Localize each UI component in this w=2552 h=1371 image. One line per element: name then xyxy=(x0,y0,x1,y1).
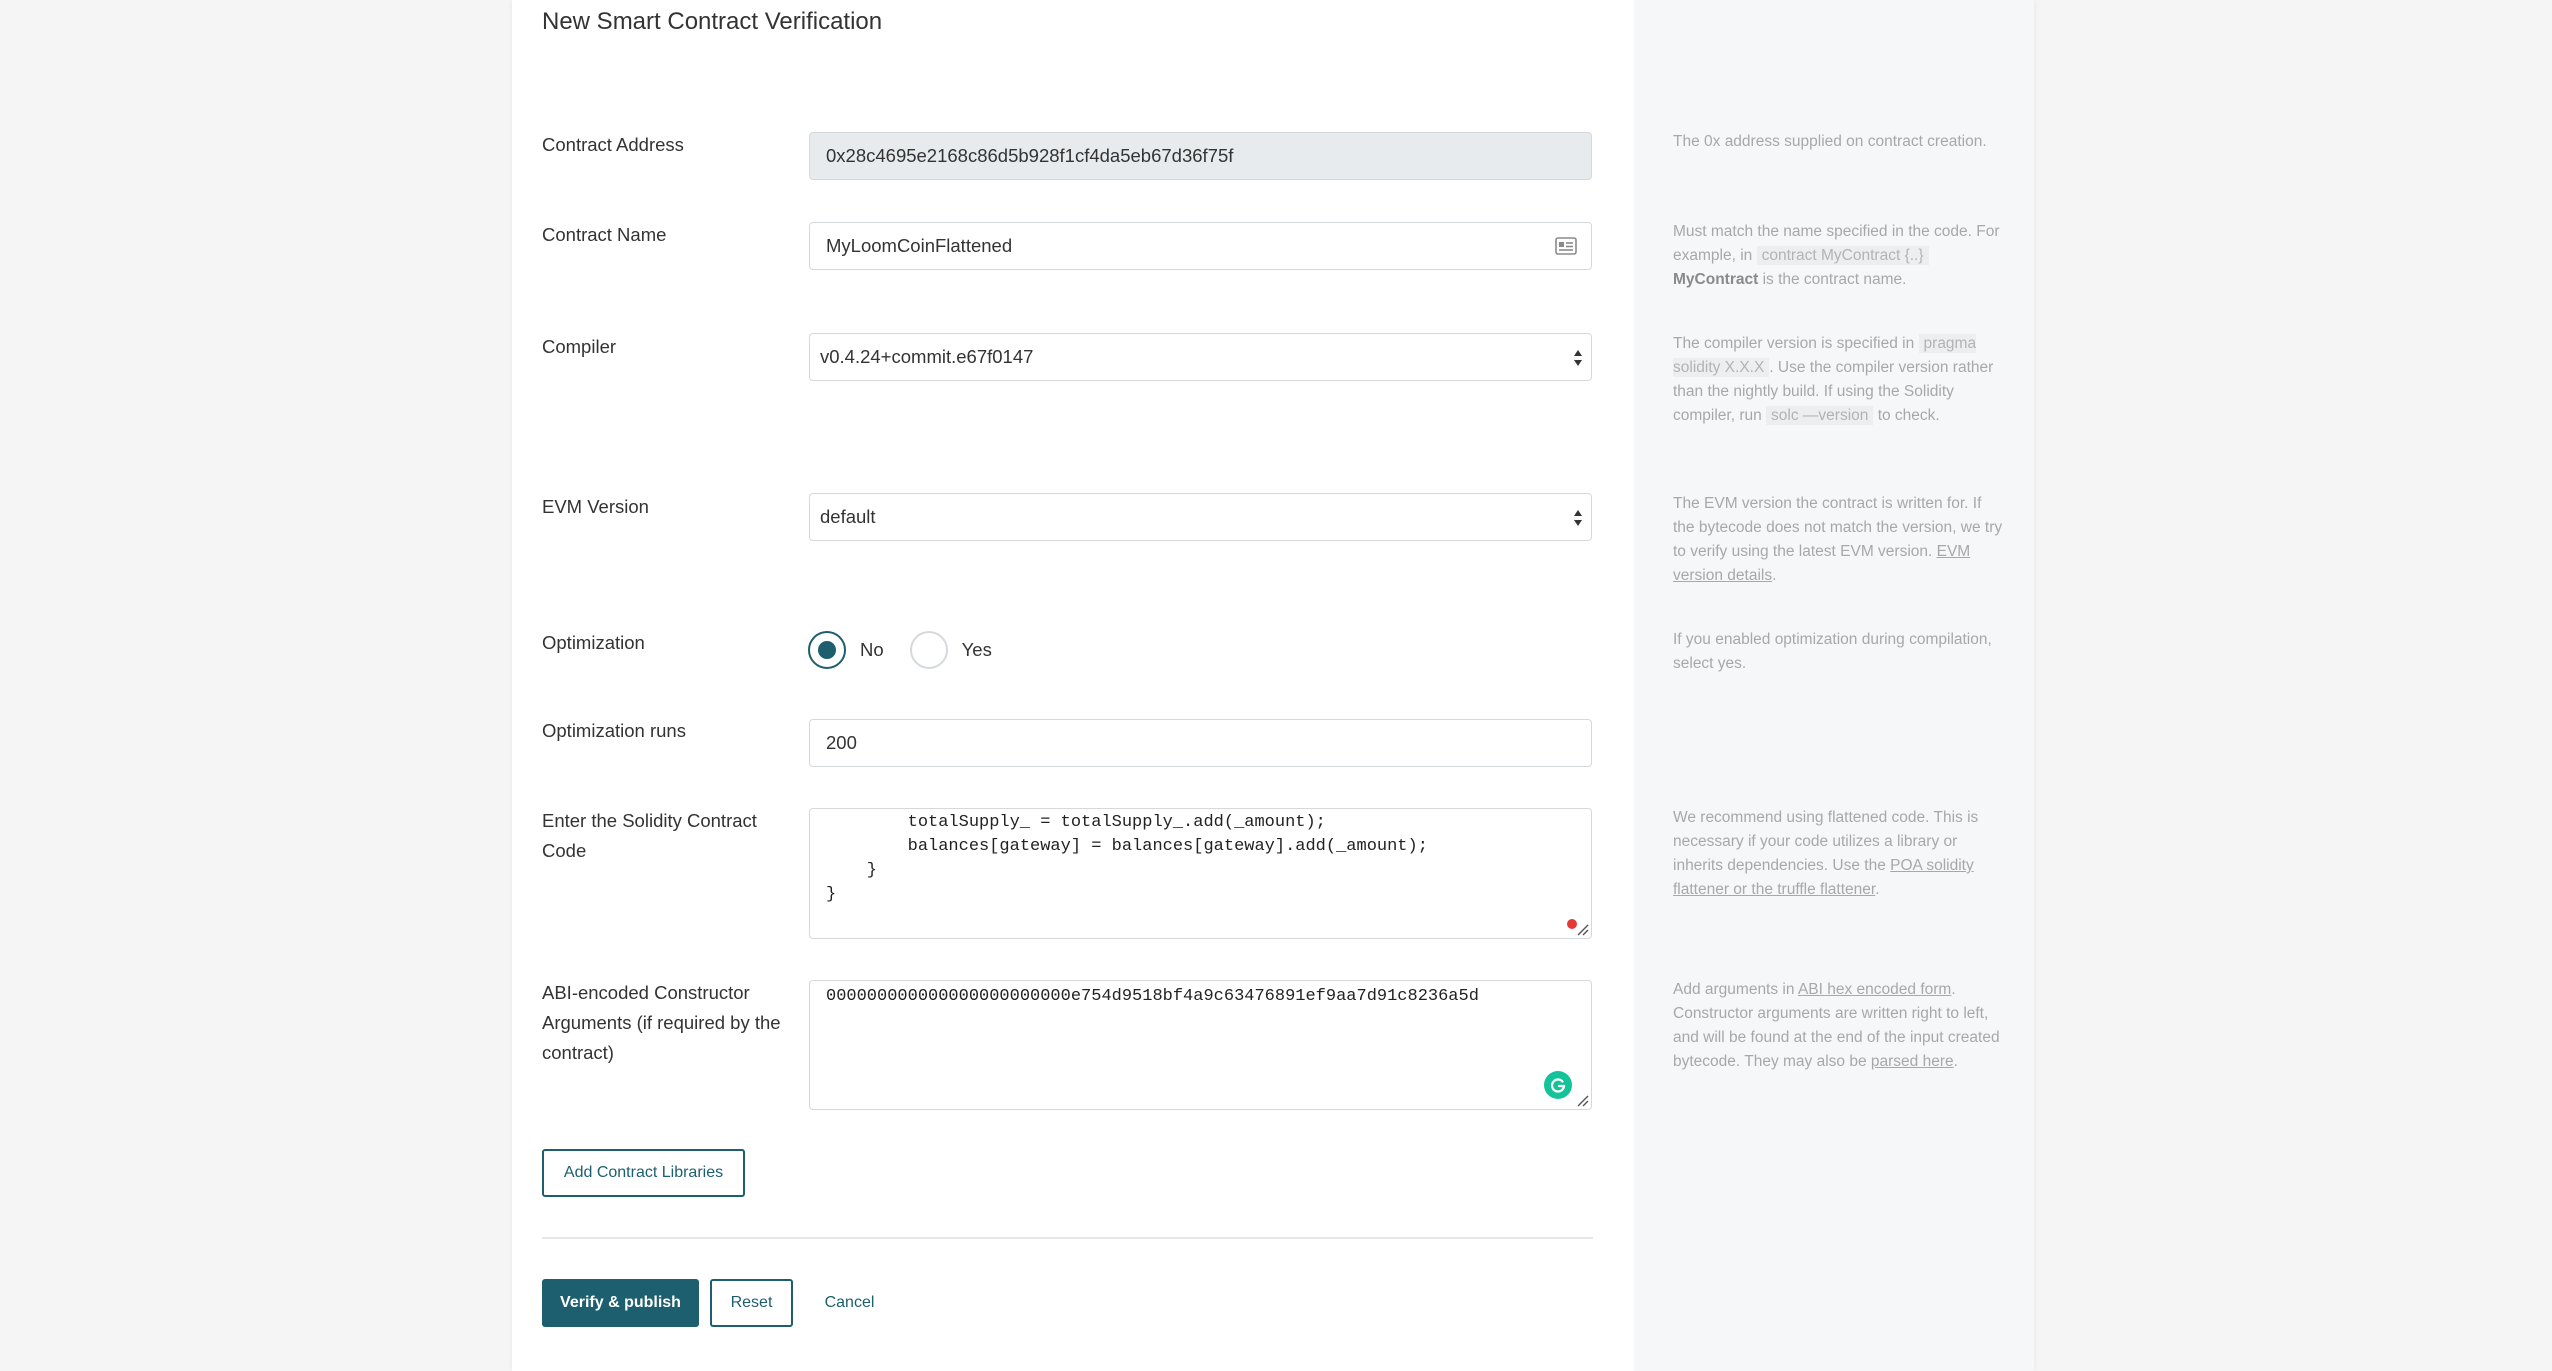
compiler-help-code-2: solc —version xyxy=(1766,406,1873,425)
evm-version-help xyxy=(1673,492,2003,588)
optimization-no-label[interactable]: No xyxy=(860,639,884,660)
optimization-label: Optimization xyxy=(542,632,645,653)
contract-name-input[interactable] xyxy=(809,222,1592,270)
evm-version-help-tail: . xyxy=(1772,567,1777,584)
optimization-yes-radio[interactable] xyxy=(910,631,948,669)
select-arrows-icon xyxy=(1573,348,1583,368)
optimization-yes-label[interactable]: Yes xyxy=(961,639,992,660)
contract-name-help-bold: MyContract xyxy=(1673,271,1759,288)
compiler-select[interactable] xyxy=(809,333,1592,381)
evm-version-details-link[interactable]: EVM version details xyxy=(1673,543,1971,584)
code-line: totalSupply_ = totalSupply_.add(_amount); xyxy=(826,813,1326,832)
contract-name-value: MyLoomCoinFlattened xyxy=(826,235,1013,256)
contact-card-icon[interactable] xyxy=(1555,237,1577,255)
divider xyxy=(542,1237,1593,1239)
constructor-args-label: ABI-encoded Constructor Arguments (if required by the contract) xyxy=(542,982,781,1063)
contract-name-help-code: contract MyContract {..} xyxy=(1757,246,1929,265)
evm-version-help-text: The EVM version the contract is written for. If the bytecode does not match the version, we try to verify using the latest EVM version. xyxy=(1673,495,2003,560)
optimization-no-radio[interactable] xyxy=(808,631,846,669)
grammarly-icon[interactable] xyxy=(1544,1071,1572,1099)
source-code-help-tail: . xyxy=(1875,881,1880,898)
abi-hex-link[interactable]: ABI hex encoded form xyxy=(1797,981,1952,998)
constructor-args-help-text-2: . Constructor arguments are written right to left, and will be found at the end of the input created bytecode. They may also be xyxy=(1673,981,2000,1070)
resize-handle-icon[interactable] xyxy=(1575,1093,1589,1107)
optimization-radio-group xyxy=(808,628,1018,672)
page-title: New Smart Contract Verification xyxy=(542,8,883,35)
cancel-button[interactable]: Cancel xyxy=(824,1294,875,1311)
contract-name-help xyxy=(1673,220,2003,292)
compiler-help-tail: to check. xyxy=(1873,407,1940,424)
contract-address-input[interactable] xyxy=(809,132,1592,180)
optimization-runs-input[interactable] xyxy=(809,719,1592,767)
add-contract-libraries-button[interactable]: Add Contract Libraries xyxy=(542,1149,745,1197)
compiler-help-text-2: . Use the compiler version rather than the nightly build. If using the Solidity compiler, run xyxy=(1673,359,1994,424)
contract-address-help: The 0x address supplied on contract creation. xyxy=(1673,133,1987,150)
constructor-args-help xyxy=(1673,978,2003,1074)
contract-address-value: 0x28c4695e2168c86d5b928f1cf4da5eb67d36f75f xyxy=(826,145,1234,166)
contract-name-help-text: Must match the name specified in the code. For example, in xyxy=(1673,223,2000,264)
code-line: balances[gateway] = balances[gateway].add(_amount); xyxy=(826,837,1428,856)
grammarly-g-icon xyxy=(1549,1076,1567,1094)
radio-selected-dot xyxy=(818,641,836,659)
source-code-help-text: We recommend using flattened code. This is necessary if your code utilizes a library or inherits dependencies. Use the xyxy=(1673,809,1979,874)
compiler-label: Compiler xyxy=(542,336,617,357)
compiler-help xyxy=(1673,332,2003,428)
error-indicator-icon xyxy=(1567,919,1577,929)
evm-version-value: default xyxy=(820,506,876,527)
resize-handle-icon[interactable] xyxy=(1575,922,1589,936)
contract-address-label: Contract Address xyxy=(542,134,684,155)
evm-version-select[interactable] xyxy=(809,493,1592,541)
reset-button[interactable]: Reset xyxy=(710,1279,793,1327)
source-code-label: Enter the Solidity Contract Code xyxy=(542,810,757,861)
select-arrows-icon xyxy=(1573,508,1583,528)
constructor-args-value: 000000000000000000000000e754d9518bf4a9c63476891ef9aa7d91c8236a5d xyxy=(826,987,1479,1006)
constructor-args-textarea[interactable] xyxy=(809,980,1592,1110)
constructor-args-help-text: Add arguments in xyxy=(1673,981,1798,998)
code-line: } xyxy=(826,861,878,880)
compiler-value: v0.4.24+commit.e67f0147 xyxy=(820,346,1034,367)
parsed-here-link[interactable]: parsed here xyxy=(1870,1053,1954,1070)
optimization-runs-label: Optimization runs xyxy=(542,720,686,741)
contract-name-label: Contract Name xyxy=(542,224,667,245)
constructor-args-help-tail: . xyxy=(1953,1053,1958,1070)
verify-publish-button[interactable]: Verify & publish xyxy=(542,1279,699,1327)
source-code-help xyxy=(1673,806,2003,902)
contract-name-help-tail: is the contract name. xyxy=(1758,271,1907,288)
optimization-help: If you enabled optimization during compilation, select yes. xyxy=(1673,631,1992,672)
code-line: } xyxy=(826,885,837,904)
flattener-link[interactable]: POA solidity flattener or the truffle flattener xyxy=(1673,857,1974,898)
compiler-help-code-1: pragma solidity X.X.X xyxy=(1673,335,1977,376)
help-column xyxy=(1634,0,2034,1371)
evm-version-label: EVM Version xyxy=(542,496,649,517)
source-code-textarea[interactable] xyxy=(809,808,1592,939)
optimization-runs-value: 200 xyxy=(826,732,857,753)
compiler-help-text: The compiler version is specified in xyxy=(1673,335,1919,352)
